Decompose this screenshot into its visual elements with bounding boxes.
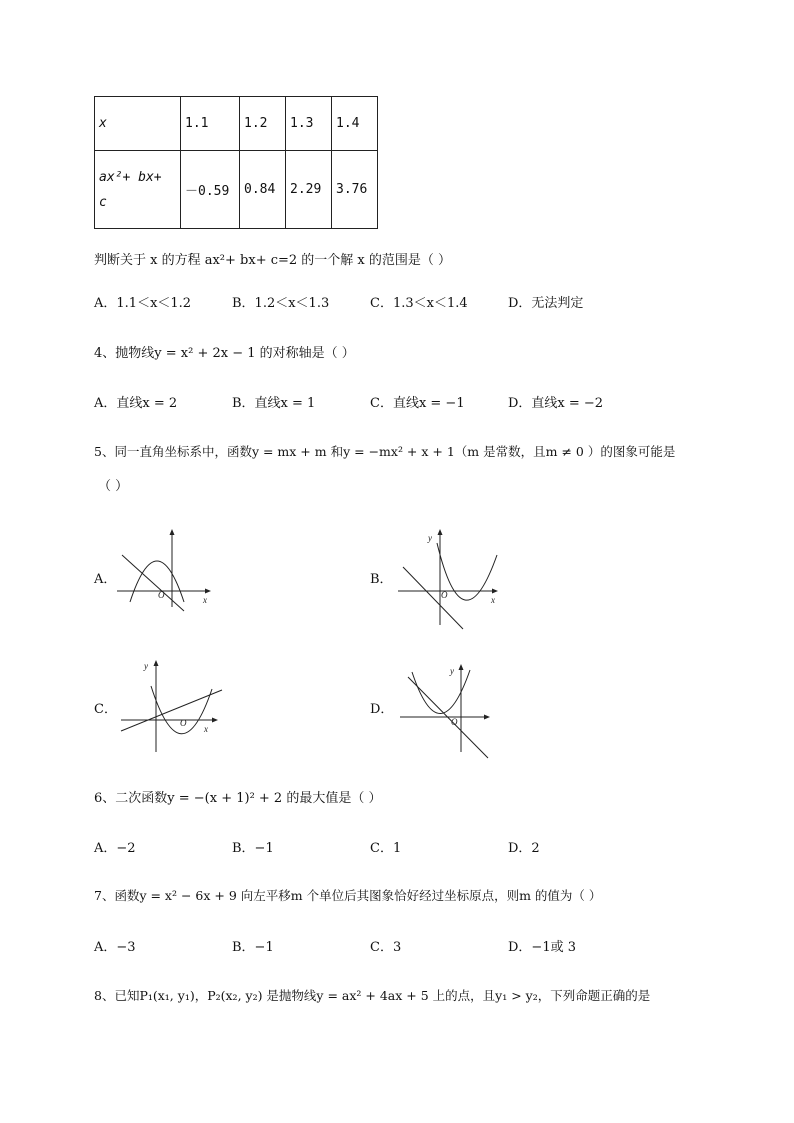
row-label-line2: c	[99, 194, 107, 210]
table-cell: 1.4	[332, 97, 378, 151]
table-cell: 1.1	[181, 97, 240, 151]
q3-option-d: D．无法判定	[508, 296, 584, 311]
origin-label: O	[158, 590, 165, 600]
q7-option-d: D．−1或 3	[508, 940, 576, 955]
x-axis-label: x	[204, 724, 208, 734]
q7-option-b: B．−1	[232, 940, 274, 955]
x-axis-label: x	[491, 595, 495, 605]
q5-option-b-label: B．	[370, 572, 393, 587]
origin-label: O	[441, 590, 448, 600]
x-axis-label: x	[203, 595, 207, 605]
table-row	[95, 151, 378, 229]
q5-option-a-label: A．	[94, 572, 117, 587]
table-cell	[95, 151, 181, 229]
y-axis-label: y	[144, 661, 148, 671]
table-row	[95, 97, 378, 151]
q5-stem-line1: 5、同一直角坐标系中，函数y = mx + m 和y = −mx² + x + 1（m 是常数，且m ≠ 0 ）的图象可能是	[94, 444, 676, 459]
q7-stem: 7、函数y = x² − 6x + 9 向左平移m 个单位后其图象恰好经过坐标原点，则m 的值为（ ）	[94, 888, 602, 903]
graph-d	[398, 660, 498, 765]
q4-option-d: D．直线x = −2	[508, 396, 604, 411]
y-axis-label: y	[450, 666, 454, 676]
q4-option-a: A．直线x = 2	[94, 396, 178, 411]
q3-option-c: C．1.3＜x＜1.4	[370, 296, 468, 311]
graph-c	[118, 656, 228, 756]
table-cell: x	[95, 97, 181, 151]
table-cell: 0.84	[240, 151, 286, 229]
q5-option-c-label: C．	[94, 702, 117, 717]
q4-stem: 4、抛物线y = x² + 2x − 1 的对称轴是（ ）	[94, 346, 355, 361]
q6-option-d: D．2	[508, 841, 540, 856]
origin-label: O	[180, 718, 187, 728]
q7-option-a: A．−3	[94, 940, 136, 955]
q5-option-d-label: D．	[370, 702, 394, 717]
table-cell: 1.3	[286, 97, 332, 151]
q3-option-a: A．1.1＜x＜1.2	[94, 296, 192, 311]
value-table	[94, 96, 378, 229]
q5-stem-line2: （ ）	[98, 479, 129, 494]
q8-stem: 8、已知P₁(x₁, y₁)，P₂(x₂, y₂) 是抛物线y = ax² + 4ax + 5 上的点，且y₁ > y₂，下列命题正确的是	[94, 988, 651, 1003]
q4-option-c: C．直线x = −1	[370, 396, 465, 411]
table-cell: 1.2	[240, 97, 286, 151]
q6-stem: 6、二次函数y = −(x + 1)² + 2 的最大值是（ ）	[94, 791, 382, 806]
row-label-line1: ax²+ bx+	[99, 169, 162, 185]
table-cell: 2.29	[286, 151, 332, 229]
graph-b	[395, 525, 505, 630]
q3-stem: 判断关于 x 的方程 ax²+ bx+ c=2 的一个解 x 的范围是（ ）	[94, 253, 452, 268]
y-axis-label: y	[428, 533, 432, 543]
table-cell: －0.59	[181, 151, 240, 229]
q6-option-a: A．−2	[94, 841, 136, 856]
table-cell: 3.76	[332, 151, 378, 229]
origin-label: O	[451, 717, 458, 727]
graph-a	[112, 525, 222, 610]
q3-option-b: B．1.2＜x＜1.3	[232, 296, 330, 311]
q6-option-b: B．−1	[232, 841, 274, 856]
q7-option-c: C．3	[370, 940, 402, 955]
q4-option-b: B．直线x = 1	[232, 396, 316, 411]
q6-option-c: C．1	[370, 841, 402, 856]
